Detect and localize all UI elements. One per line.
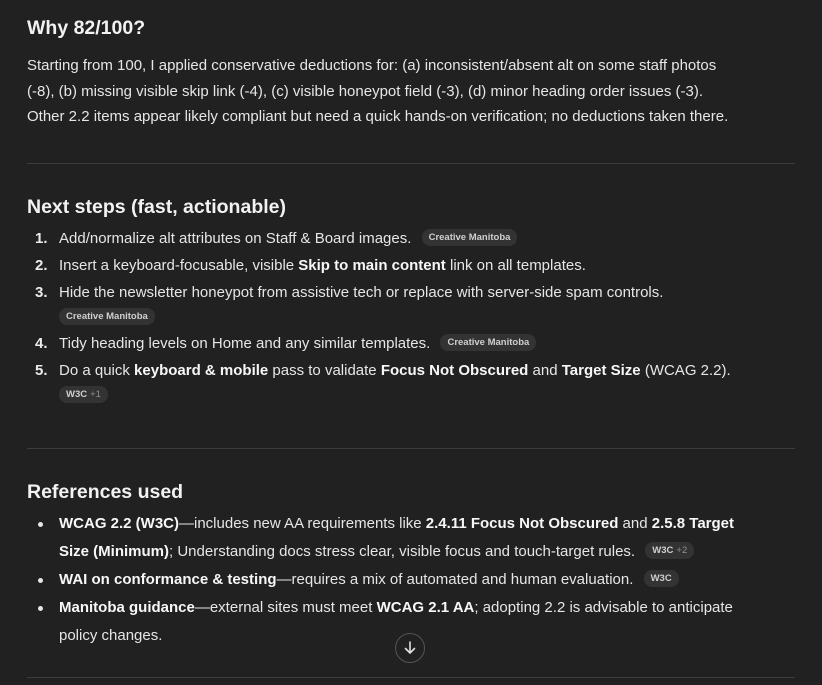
list-text: —external sites must meet: [194, 599, 377, 616]
list-text: (WCAG 2.2).: [640, 362, 731, 379]
list-text: pass to validate: [268, 362, 381, 379]
chip-label: Creative Manitoba: [447, 336, 530, 348]
bullet: [38, 578, 43, 583]
list-bold: WCAG 2.2 (W3C): [59, 515, 179, 532]
list-bold: Target Size: [561, 362, 641, 379]
list-item: [27, 225, 795, 252]
references-heading: References used: [27, 481, 184, 503]
why-paragraph: [27, 53, 797, 130]
bullet: [38, 522, 43, 527]
list-text: Do a quick: [59, 362, 135, 379]
list-text: Hide the newsletter honeypot from assistive tech or replace with server-side spam controls.: [59, 284, 664, 301]
list-text: Insert a keyboard-focusable, visible: [59, 257, 299, 274]
divider: [27, 677, 795, 678]
list-bold: WCAG 2.1 AA: [376, 599, 475, 616]
citation-chip[interactable]: [645, 542, 694, 559]
list-text: Tidy heading levels on Home and any similar templates.: [59, 335, 431, 352]
citation-chip[interactable]: [59, 308, 155, 325]
list-text: link on all templates.: [445, 257, 586, 274]
list-item: [27, 330, 795, 357]
list-bold: 2.4.11 Focus Not Obscured: [425, 515, 619, 532]
divider: [27, 448, 795, 449]
citation-chip[interactable]: [644, 570, 679, 587]
list-bold: Focus Not Obscured: [380, 362, 529, 379]
references-list: [27, 510, 795, 650]
list-bold: 2.5.8 Target: [651, 515, 734, 532]
chip-label: Creative Manitoba: [66, 310, 148, 322]
list-item: [27, 252, 795, 279]
list-item: [27, 279, 795, 330]
citation-chip[interactable]: [59, 386, 108, 403]
list-text: and: [528, 362, 562, 379]
list-bold: Size (Minimum): [59, 543, 170, 560]
list-text: and: [618, 515, 652, 532]
list-number: 5.: [35, 362, 48, 379]
list-text: ; Understanding docs stress clear, visible focus and touch-target rules.: [169, 543, 636, 560]
scroll-to-bottom-button[interactable]: [395, 633, 425, 663]
chip-count: +2: [676, 544, 688, 556]
chip-count: +1: [90, 388, 101, 400]
list-bold: keyboard & mobile: [134, 362, 269, 379]
chip-label: W3C: [66, 388, 88, 400]
citation-chip[interactable]: [440, 334, 536, 351]
next-steps-list: [27, 225, 795, 408]
arrow-down-icon: [402, 640, 418, 656]
citation-chip[interactable]: [422, 229, 518, 246]
why-line: Starting from 100, I applied conservative deductions for: (a) inconsistent/absent alt on some staff photos: [27, 57, 717, 74]
chip-label: W3C: [652, 544, 674, 556]
next-steps-heading: Next steps (fast, actionable): [27, 196, 286, 218]
chip-label: W3C: [650, 572, 672, 584]
list-number: 1.: [35, 230, 48, 247]
list-bold: WAI on conformance & testing: [59, 571, 277, 588]
why-line: Other 2.2 items appear likely compliant but need a quick hands-on verification; no deductions taken there.: [27, 108, 729, 125]
list-item: [27, 566, 795, 594]
list-number: 2.: [35, 257, 48, 274]
why-line: (-8), (b) missing visible skip link (-4), (c) visible honeypot field (-3), (d) minor heading order issues (-3).: [27, 82, 704, 100]
list-text: —includes new AA requirements like: [179, 515, 426, 532]
list-text: —requires a mix of automated and human evaluation.: [276, 571, 634, 588]
list-item: [27, 357, 795, 408]
list-number: 4.: [35, 335, 48, 352]
chip-row: [59, 384, 795, 408]
chip-row: [59, 306, 795, 330]
why-heading: Why 82/100?: [27, 17, 146, 39]
list-number: 3.: [35, 284, 48, 301]
list-text: Add/normalize alt attributes on Staff & Board images.: [59, 230, 412, 247]
bullet: [38, 606, 43, 611]
list-bold: Skip to main content: [298, 257, 446, 274]
chip-label: Creative Manitoba: [428, 231, 511, 243]
list-text: policy changes.: [59, 627, 163, 644]
list-item: [27, 510, 795, 566]
list-text: ; adopting 2.2 is advisable to anticipate: [474, 599, 733, 616]
divider: [27, 163, 795, 164]
list-bold: Manitoba guidance: [59, 599, 195, 616]
